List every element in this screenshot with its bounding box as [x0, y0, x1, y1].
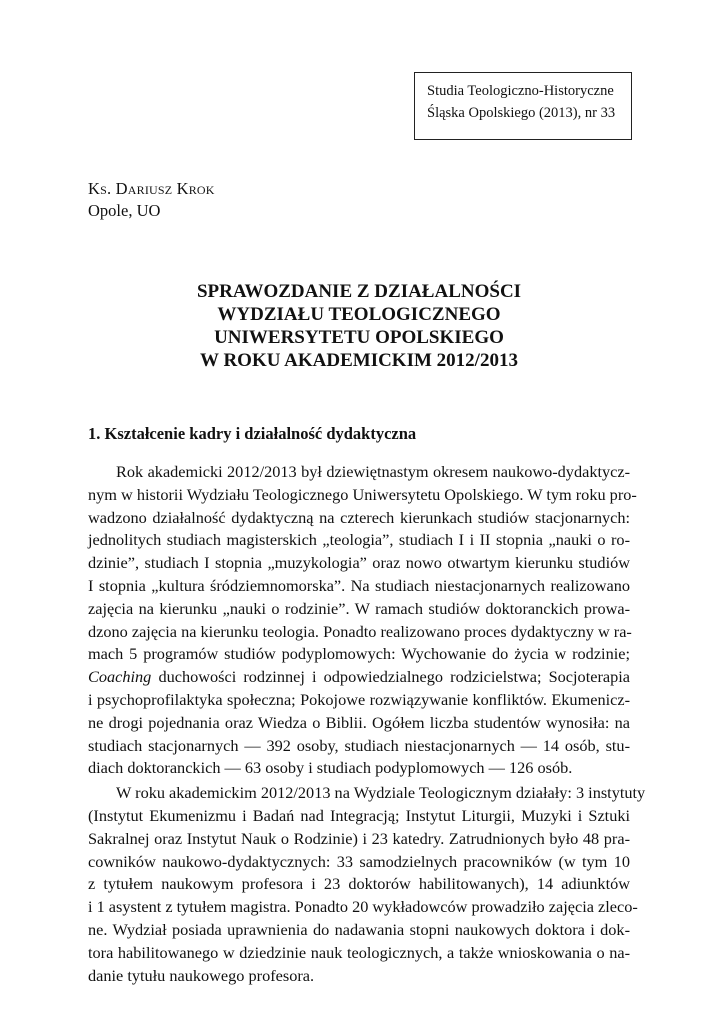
paragraph-1-line: i psychoprofilaktyka społeczna; Pokojowe rozwiązywanie konfliktów. Ekumenicz- — [88, 689, 630, 709]
title-line: W ROKU AKADEMICKIM 2012/2013 — [200, 350, 518, 371]
paragraph-1-line: studiach stacjonarnych — 392 osoby, studiach niestacjonarnych — 14 osób, stu- — [88, 735, 630, 755]
section-heading: 1. Kształcenie kadry i działalność dydaktyczna — [88, 424, 417, 443]
italic-term: Coaching — [88, 667, 152, 687]
paragraph-1-line: diach doktoranckich — 63 osoby i studiach podyplomowych — 126 osób. — [88, 758, 573, 778]
paragraph-1-line: mach 5 programów studiów podyplomowych: Wychowanie do życia w rodzinie; — [88, 644, 630, 664]
paragraph-1-line: ne drogi pojednania oraz Wiedza o Biblii. Ogółem liczba studentów wynosiła: na — [88, 712, 630, 732]
paragraph-1-line: zajęcia na kierunku „nauki o rodzinie”. W ramach studiów doktoranckich prowa- — [88, 598, 630, 618]
article-title — [88, 280, 630, 372]
paragraph-1-line: jednolitych studiach magisterskich „teologia”, studiach I i II stopnia „nauki o ro- — [88, 530, 630, 550]
title-line: UNIWERSYTETU OPOLSKIEGO — [214, 327, 504, 348]
title-line: WYDZIAŁU TEOLOGICZNEGO — [217, 304, 501, 325]
paragraph-2-line: (Instytut Ekumenizmu i Badań nad Integracją; Instytut Liturgii, Muzyki i Sztuki — [88, 805, 630, 825]
author-block — [88, 178, 215, 222]
paragraph-2-line: tora habilitowanego w dziedzinie nauk teologicznych, a także wnioskowania o na- — [88, 942, 630, 962]
paragraph-1-line: I stopnia „kultura śródziemnomorska”. Na studiach niestacjonarnych realizowano — [88, 575, 630, 595]
author-name: Ks. Dariusz Krok — [88, 179, 215, 198]
paragraph-1-line: dzinie”, studiach I stopnia „muzykologia” oraz nowo otwartym kierunku studiów — [88, 553, 630, 573]
paragraph-2-line: ne. Wydział posiada uprawnienia do nadawania stopni naukowych doktora i dok- — [88, 919, 630, 939]
body-text — [88, 461, 646, 987]
line-rest: duchowości rodzinnej i odpowiedzialnego rodzicielstwa; Socjoterapia — [158, 667, 630, 687]
paragraph-2-line: z tytułem naukowym profesora i 23 doktorów habilitowanych), 14 adiunktów — [88, 874, 630, 894]
journal-name: Studia Teologiczno-Historyczne — [427, 83, 614, 99]
paragraph-1-line: wadzono działalność dydaktyczną na czterech kierunkach studiów stacjonarnych: — [88, 507, 630, 527]
paragraph-1-line: Rok akademicki 2012/2013 był dziewiętnastym okresem naukowo-dydaktycz- — [116, 462, 630, 481]
journal-issue: Śląska Opolskiego (2013), nr 33 — [427, 105, 616, 121]
paragraph-2-line: danie tytułu naukowego profesora. — [88, 965, 315, 985]
paragraph-1-line: nym w historii Wydziału Teologicznego Uniwersytetu Opolskiego. W tym roku pro- — [88, 484, 637, 504]
author-affiliation: Opole, UO — [88, 201, 161, 220]
paragraph-2-line: i 1 asystent z tytułem magistra. Ponadto 20 wykładowców prowadziło zajęcia zleco- — [88, 897, 638, 917]
title-line: SPRAWOZDANIE Z DZIAŁALNOŚCI — [196, 281, 522, 302]
journal-citation-box — [414, 72, 632, 140]
paragraph-1-line-with-italic — [88, 666, 630, 689]
paragraph-2-line: cowników naukowo-dydaktycznych: 33 samodzielnych pracowników (w tym 10 — [88, 851, 630, 871]
paragraph-2-line: W roku akademickim 2012/2013 na Wydziale Teologicznym działały: 3 instytuty — [116, 783, 646, 803]
paragraph-1-line: dzono zajęcia na kierunku teologia. Ponadto realizowano proces dydaktyczny w ra- — [88, 621, 632, 641]
paragraph-2-line: Sakralnej oraz Instytut Nauk o Rodzinie) i 23 katedry. Zatrudnionych było 48 pra- — [88, 828, 630, 848]
